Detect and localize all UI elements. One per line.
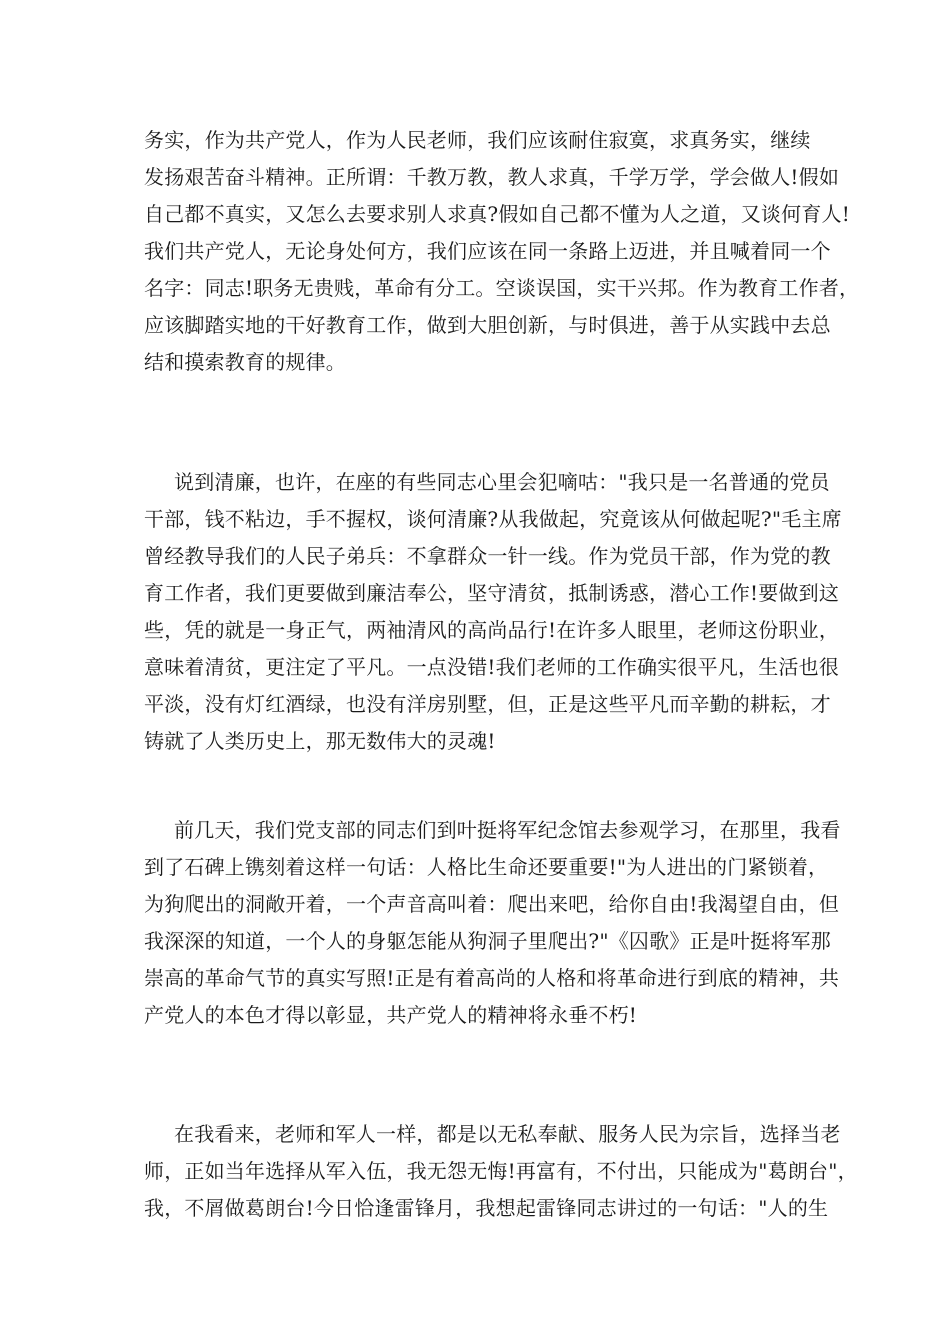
text-line: 曾经教导我们的人民子弟兵：不拿群众一针一线。作为党员干部，作为党的教 xyxy=(144,544,831,568)
text-line: 意味着清贫，更注定了平凡。一点没错!我们老师的工作确实很平凡，生活也很 xyxy=(144,655,840,679)
text-line: 干部，钱不粘边，手不握权，谈何清廉?从我做起，究竟该从何做起呢?"毛主席 xyxy=(144,507,842,531)
text-line: 产党人的本色才得以彰显，共产党人的精神将永垂不朽! xyxy=(144,1003,638,1027)
paragraph-1 xyxy=(144,122,860,381)
text-line: 结和摸索教育的规律。 xyxy=(144,350,346,374)
text-line: 平淡，没有灯红酒绿，也没有洋房别墅，但，正是这些平凡而辛勤的耕耘，才 xyxy=(144,692,831,716)
text-line: 务实，作为共产党人，作为人民老师，我们应该耐住寂寞，求真务实，继续 xyxy=(144,128,811,152)
paragraph-2 xyxy=(144,464,842,760)
text-line: 在我看来，老师和军人一样，都是以无私奉献、服务人民为宗旨，选择当老 xyxy=(174,1122,841,1146)
text-line: 前几天，我们党支部的同志们到叶挺将军纪念馆去参观学习，在那里，我看 xyxy=(174,818,841,842)
text-line: 说到清廉，也许，在座的有些同志心里会犯嘀咕："我只是一名普通的党员 xyxy=(174,470,830,494)
text-line: 为狗爬出的洞敞开着，一个声音高叫着：爬出来吧，给你自由!我渴望自由，但 xyxy=(144,892,840,916)
text-line: 我，不屑做葛朗台!今日恰逢雷锋月，我想起雷锋同志讲过的一句话："人的生 xyxy=(144,1196,829,1220)
text-line: 发扬艰苦奋斗精神。正所谓：千教万教，教人求真，千学万学，学会做人!假如 xyxy=(144,165,840,189)
text-line: 名字：同志!职务无贵贱，革命有分工。空谈误国，实干兴邦。作为教育工作者， xyxy=(144,276,860,300)
text-line: 到了石碑上镌刻着这样一句话：人格比生命还要重要!"为人进出的门紧锁着， xyxy=(144,855,829,879)
paragraph-3 xyxy=(144,812,841,1034)
text-line: 我深深的知道，一个人的身躯怎能从狗洞子里爬出?"《囚歌》正是叶挺将军那 xyxy=(144,929,831,953)
text-line: 师，正如当年选择从军入伍，我无怨无悔!再富有，不付出，只能成为"葛朗台"， xyxy=(144,1159,858,1183)
text-line: 应该脚踏实地的干好教育工作，做到大胆创新，与时俱进，善于从实践中去总 xyxy=(144,313,831,337)
text-line: 铸就了人类历史上，那无数伟大的灵魂! xyxy=(144,729,496,753)
text-line: 些，凭的就是一身正气，两袖清风的高尚品行!在许多人眼里，老师这份职业， xyxy=(144,618,840,642)
text-line: 我们共产党人，无论身处何方，我们应该在同一条路上迈进，并且喊着同一个 xyxy=(144,239,831,263)
text-line: 育工作者，我们更要做到廉洁奉公，坚守清贫，抵制诱惑，潜心工作!要做到这 xyxy=(144,581,840,605)
text-line: 崇高的革命气节的真实写照!正是有着高尚的人格和将革命进行到底的精神，共 xyxy=(144,966,840,990)
paragraph-4 xyxy=(144,1116,858,1227)
text-line: 自己都不真实，又怎么去要求别人求真?假如自己都不懂为人之道，又谈何育人! xyxy=(144,202,850,226)
